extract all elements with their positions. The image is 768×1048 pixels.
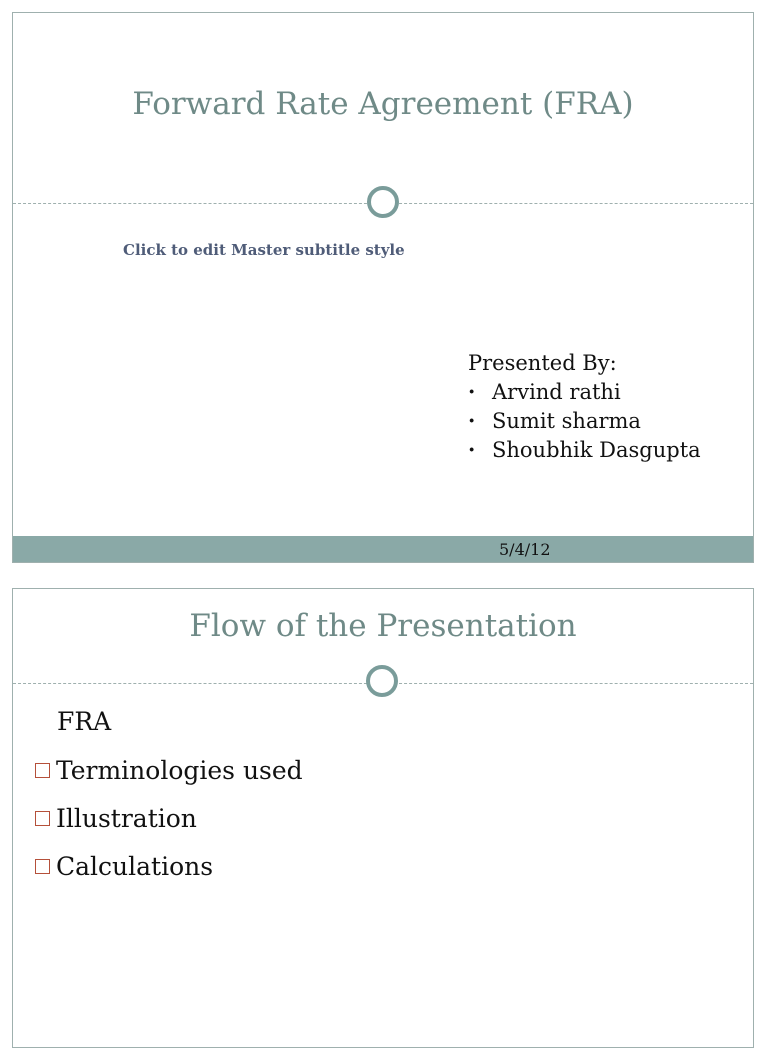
presenters-block — [468, 349, 701, 465]
slide-2 — [12, 588, 754, 1048]
circle-ornament-icon — [367, 186, 399, 218]
presenters-list — [468, 378, 701, 465]
list-item-label: Illustration — [56, 803, 197, 833]
square-bullet-icon — [35, 859, 50, 874]
slide-1 — [12, 12, 754, 563]
footer-date: 5/4/12 — [499, 540, 551, 559]
circle-ornament-icon — [366, 665, 398, 697]
list-item-label: Terminologies used — [56, 755, 303, 785]
presenter-item: · Arvind rathi — [468, 378, 701, 407]
list-item — [35, 801, 303, 835]
presenter-item: · Shoubhik Dasgupta — [468, 436, 701, 465]
subtitle-placeholder[interactable]: Click to edit Master subtitle style — [123, 241, 405, 259]
agenda-lead-item: FRA — [57, 707, 112, 736]
list-item — [35, 753, 303, 787]
list-item — [35, 849, 303, 883]
footer-bar — [13, 536, 753, 562]
agenda-list — [35, 707, 303, 897]
square-bullet-icon — [35, 811, 50, 826]
slide-title: Forward Rate Agreement (FRA) — [132, 86, 634, 122]
presenter-item: · Sumit sharma — [468, 407, 701, 436]
list-item-label: Calculations — [56, 851, 214, 881]
square-bullet-icon — [35, 763, 50, 778]
slide-title: Flow of the Presentation — [189, 608, 577, 644]
presenters-heading: Presented By: — [468, 351, 617, 375]
agenda-items — [35, 753, 303, 883]
